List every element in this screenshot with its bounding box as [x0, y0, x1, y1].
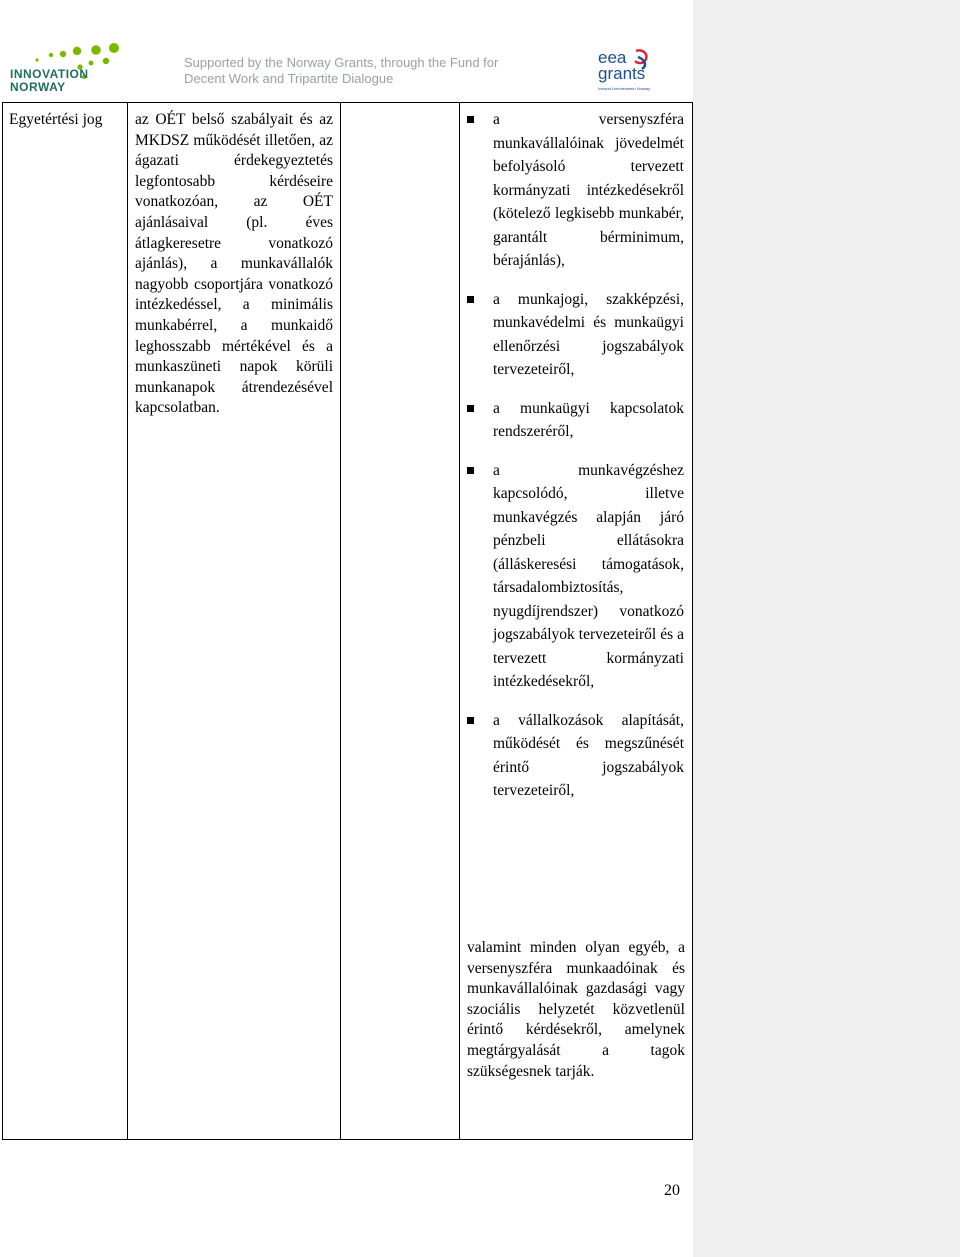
- eea-logo-text: eea: [598, 48, 627, 67]
- bullet-square-icon: [467, 405, 474, 412]
- list-item: a munkaügyi kapcsolatok rendszeréről,: [464, 397, 684, 444]
- column-divider-2: [340, 103, 341, 1139]
- list-item: a versenyszféra munkavállalóinak jövedelmét befolyásoló tervezett kormányzati intézkedésekről (kötelező legkisebb munkabér, garantált bérminimum, bérajánlás),: [464, 108, 684, 273]
- right-margin-panel: [693, 0, 960, 1257]
- eea-logo-subtitle: Iceland Liechtenstein Norway: [598, 86, 651, 91]
- list-item: a munkajogi, szakképzési, munkavédelmi és munkaügyi ellenőrzési jogszabályok tervezeteiről,: [464, 288, 684, 382]
- innovation-logo-text: INNOVATION: [10, 67, 89, 81]
- support-line-2: Decent Work and Tripartite Dialogue: [184, 71, 394, 86]
- column-divider-1: [127, 103, 128, 1139]
- page-number: 20: [664, 1182, 680, 1199]
- support-line-1: Supported by the Norway Grants, through the Fund for: [184, 55, 499, 70]
- agreement-scope-text: az OÉT belső szabályait és az MKDSZ működését illetően, az ágazati érdekegyeztetés legfontosabb kérdéseire vonatkozóan, az OÉT ajánlásaival (pl. éves átlagkeresetre vonatkozó ajánlás), a munkavállalók nagyobb csoportjára vonatkozó intézkedéssel, a minimális munkabérrel, a munkaidő leghosszabb mértékével és a munkaszüneti napok körüli munkanapok átrendezésével kapcsolatban.: [135, 111, 333, 417]
- list-item: a munkavégzéshez kapcsolódó, illetve munkavégzés alapján járó pénzbeli ellátásokra (álláskeresési támogatások, társadalombiztosítás, nyugdíjrendszer) vonatkozó jogszabályok tervezeteiről és a tervezett kormányzati intézkedésekről,: [464, 459, 684, 694]
- grants-logo-text: grants: [598, 64, 646, 83]
- column-divider-3: [459, 103, 460, 1139]
- bullet-square-icon: [467, 467, 474, 474]
- list-item: a vállalkozások alapítását, működését és megszűnését érintő jogszabályok tervezeteiről,: [464, 709, 684, 803]
- consultation-bullet-list: [464, 108, 684, 818]
- row-label: Egyetértési jog: [9, 111, 103, 128]
- support-statement: [184, 55, 524, 87]
- bullet-square-icon: [467, 116, 474, 123]
- bullet-square-icon: [467, 296, 474, 303]
- closing-paragraph: valamint minden olyan egyéb, a versenyszféra munkaadóinak és munkavállalóinak gazdasági vagy szociális helyzetét közvetlenül érintő kérdésekről, amelynek megtárgyalását a tagok szükségesnek tarják.: [467, 939, 685, 1080]
- norway-logo-text: NORWAY: [10, 80, 66, 94]
- bullet-square-icon: [467, 717, 474, 724]
